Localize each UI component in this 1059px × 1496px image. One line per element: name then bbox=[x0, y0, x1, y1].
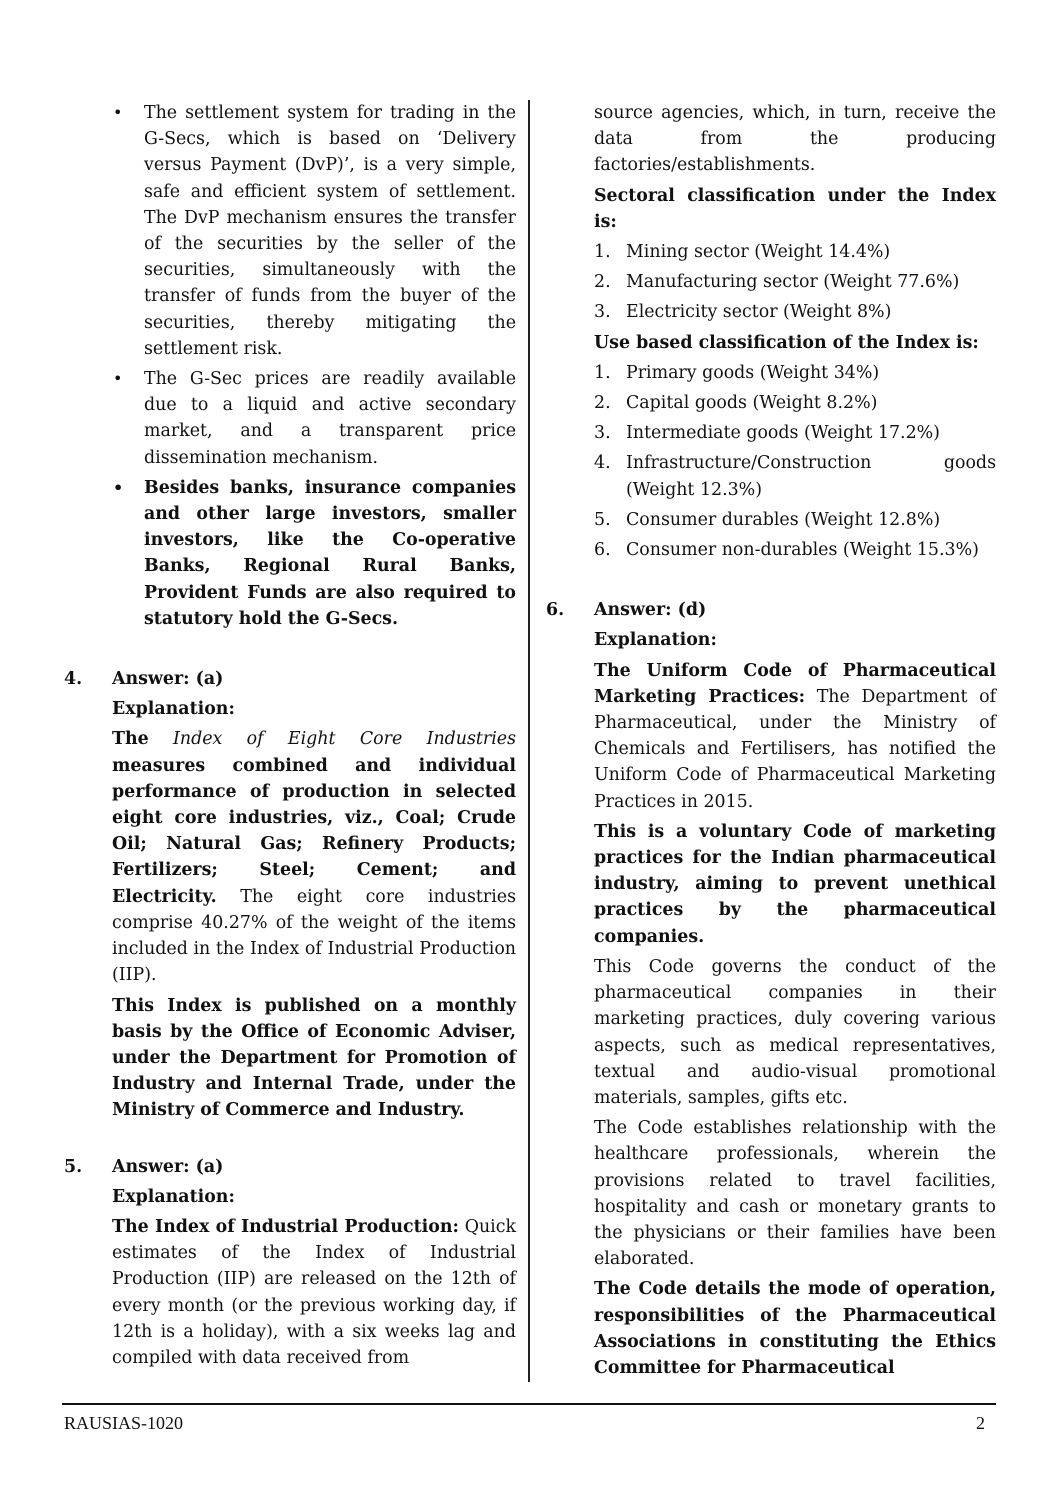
column-divider bbox=[528, 100, 530, 1382]
bullet-small-investors: • Besides banks, insurance companies and other large investors, smaller investors, like the Co-operative Banks, Regional Rural Banks, Provident Funds are also required to statutory hold the G-Secs. bbox=[144, 475, 516, 632]
item-number: 2. bbox=[594, 393, 611, 414]
paragraph bbox=[594, 658, 996, 815]
list-item bbox=[594, 239, 996, 265]
text-bold: The Index of Industrial Production: bbox=[112, 1216, 459, 1237]
footer-code: RAUSIAS-1020 bbox=[64, 1413, 184, 1433]
item-number: 1. bbox=[594, 362, 611, 383]
item-number: 4. bbox=[594, 453, 611, 474]
sectoral-heading: Sectoral classification under the Index is: bbox=[594, 185, 996, 232]
text-bold: The bbox=[112, 729, 149, 750]
item-text: Electricity sector (Weight 8%) bbox=[626, 302, 892, 323]
question-number: 6. bbox=[546, 600, 565, 621]
question-number: 4. bbox=[64, 669, 83, 690]
item-text: Intermediate goods (Weight 17.2%) bbox=[626, 423, 940, 444]
item-number: 1. bbox=[594, 242, 611, 263]
question-4-block bbox=[64, 666, 516, 1123]
bullet-prices: • The G-Sec prices are readily available due to a liquid and active secondary market, and a transparent price dissemination mechanism. bbox=[144, 366, 516, 471]
paragraph: This Index is published on a monthly basis by the Office of Economic Adviser, under the Department for Promotion of Industry and Internal Trade, under the Ministry of Commerce and Industry. bbox=[112, 995, 516, 1121]
text-bold: The Uniform Code of Pharmaceutical Marketing Practices: bbox=[594, 660, 996, 707]
item-text: Primary goods (Weight 34%) bbox=[626, 362, 880, 383]
item-text: Consumer non-durables (Weight 15.3%) bbox=[626, 540, 979, 561]
list-item bbox=[594, 450, 996, 502]
explanation-label: Explanation: bbox=[594, 630, 717, 651]
gsec-bullet-list bbox=[64, 100, 516, 632]
item-text: Mining sector (Weight 14.4%) bbox=[626, 242, 891, 263]
paragraph: The Code establishes relationship with the healthcare professionals, wherein the provisions related to travel facilities, hospitality and cash or monetary grants to the physicians or their families have been elaborated. bbox=[594, 1118, 996, 1270]
item-number: 3. bbox=[594, 302, 611, 323]
text-italic: Index of Eight Core Industries bbox=[173, 729, 517, 750]
footer-rule bbox=[62, 1403, 996, 1405]
use-based-list bbox=[594, 360, 996, 563]
item-text: Manufacturing sector (Weight 77.6%) bbox=[626, 272, 960, 293]
paragraph bbox=[112, 726, 516, 988]
item-text: Consumer durables (Weight 12.8%) bbox=[626, 509, 941, 530]
text: The Department of Pharmaceutical, under the Ministry of Chemicals and Fertilisers, has notified the Uniform Code of Pharmaceutical Marketing Practices in 2015. bbox=[594, 686, 996, 812]
list-item bbox=[594, 360, 996, 386]
paragraph bbox=[112, 1214, 516, 1371]
list-item bbox=[594, 507, 996, 533]
list-item bbox=[594, 390, 996, 416]
iip-continuation bbox=[546, 100, 996, 563]
page-number: 2 bbox=[976, 1413, 985, 1433]
explanation-label: Explanation: bbox=[112, 699, 235, 720]
paragraph: This is a voluntary Code of marketing practices for the Indian pharmaceutical industry, aiming to prevent unethical practices by the pharmaceutical companies. bbox=[594, 821, 996, 947]
list-item bbox=[594, 537, 996, 563]
bullet-settlement: • The settlement system for trading in the G-Secs, which is based on ‘Delivery versus Payment (DvP)’, is a very simple, safe and efficient system of settlement. The DvP mechanism ensures the transfer of the securities by the seller of the securities, simultaneously with the transfer of funds from the buyer of the securities, thereby mitigating the settlement risk. bbox=[144, 100, 516, 362]
question-number: 5. bbox=[64, 1156, 83, 1177]
item-number: 3. bbox=[594, 423, 611, 444]
sectoral-list bbox=[594, 239, 996, 326]
question-5-block bbox=[64, 1154, 516, 1372]
explanation-label: Explanation: bbox=[112, 1186, 235, 1207]
paragraph: The Code details the mode of operation, responsibilities of the Pharmaceutical Associations in constituting the Ethics Committee for Pharmaceutical bbox=[594, 1279, 996, 1378]
paragraph: This Code governs the conduct of the pharmaceutical companies in their marketing practices, duly covering various aspects, such as medical representatives, textual and audio-visual promotional materials, samples, gifts etc. bbox=[594, 956, 996, 1108]
question-6-block bbox=[546, 597, 996, 1381]
text: Quick estimates of the Index of Industrial Production (IIP) are released on the 12th of every month (or the previous working day, if 12th is a holiday), with a six weeks lag and compiled with data received from bbox=[112, 1216, 516, 1368]
paragraph: source agencies, which, in turn, receive the data from the producing factories/establishments. bbox=[594, 103, 996, 176]
text: The eight core industries comprise 40.27% of the weight of the items included in the Index of Industrial Production (IIP). bbox=[112, 886, 517, 986]
item-number: 6. bbox=[594, 540, 611, 561]
item-text: Capital goods (Weight 8.2%) bbox=[626, 393, 878, 414]
item-text: goods bbox=[943, 453, 996, 474]
item-number: 5. bbox=[594, 509, 611, 530]
text-bold: measures combined and individual performance of production in selected eight core industries, viz., Coal; Crude Oil; Natural Gas; Refinery Products; Fertilizers; Steel; Cement; and Electricity. bbox=[112, 755, 516, 907]
list-item bbox=[594, 299, 996, 325]
list-item bbox=[594, 420, 996, 446]
item-text: Infrastructure/Construction bbox=[626, 453, 872, 474]
item-text: (Weight 12.3%) bbox=[626, 479, 762, 500]
use-based-heading: Use based classification of the Index is: bbox=[594, 332, 979, 353]
left-column bbox=[64, 100, 516, 1371]
answer-label: Answer: (a) bbox=[112, 669, 224, 690]
right-column bbox=[546, 100, 996, 1381]
item-number: 2. bbox=[594, 272, 611, 293]
answer-label: Answer: (a) bbox=[112, 1156, 224, 1177]
list-item bbox=[594, 269, 996, 295]
answer-label: Answer: (d) bbox=[594, 600, 707, 621]
